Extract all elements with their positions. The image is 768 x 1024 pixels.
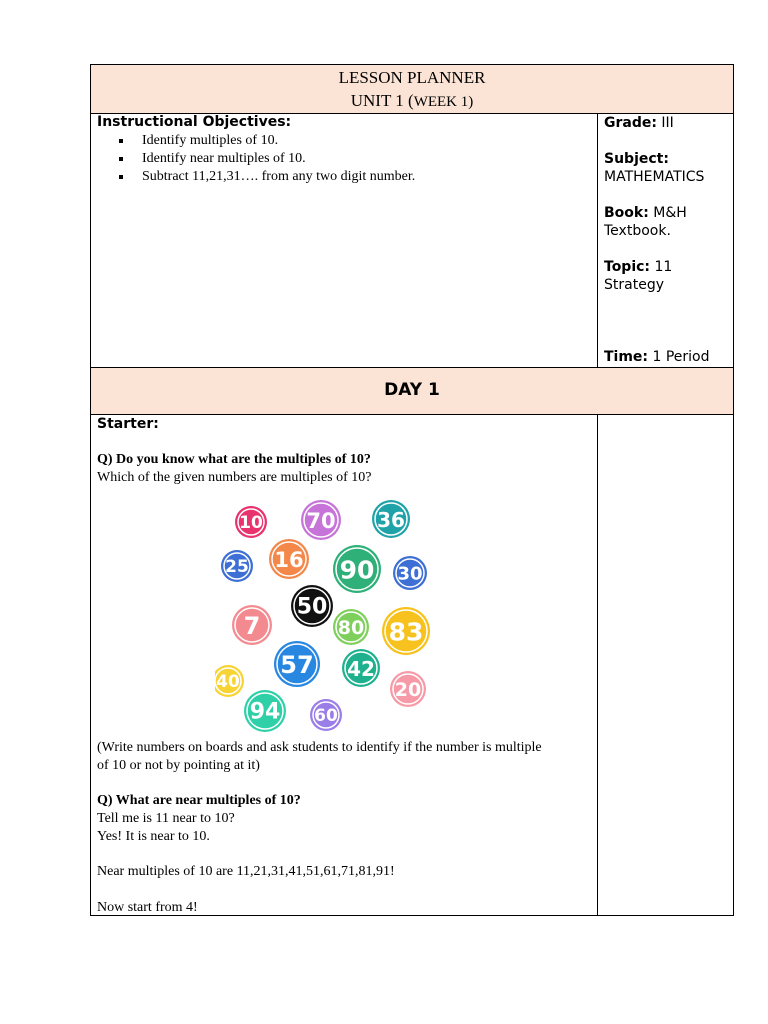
number-circle-label: 57	[280, 651, 314, 679]
number-circle-label: 20	[394, 679, 422, 701]
book-info: Book: M&H Textbook.	[604, 205, 687, 239]
number-circle-label: 90	[339, 555, 375, 585]
number-circle-label: 40	[216, 672, 240, 692]
near-line-2: Yes! It is near to 10.	[97, 829, 210, 844]
number-circle-57	[274, 641, 320, 687]
number-circle-40	[215, 665, 244, 697]
day-heading-row	[91, 368, 733, 415]
number-circles-image	[215, 496, 441, 732]
number-circle-30	[393, 556, 427, 590]
number-circle-label: 10	[239, 513, 263, 533]
objective-item: Subtract 11,21,31…. from any two digit number.	[119, 168, 415, 186]
number-circle-90	[333, 545, 381, 593]
starter-row	[91, 415, 733, 915]
number-circle-label: 7	[243, 612, 261, 640]
near-line-3: Near multiples of 10 are 11,21,31,41,51,61,71,81,91!	[97, 864, 395, 879]
number-circle-label: 70	[306, 509, 336, 533]
planner-header	[91, 65, 733, 114]
number-circles-graphic	[215, 496, 441, 732]
number-circle-label: 60	[314, 706, 338, 726]
number-circle-80	[333, 609, 369, 645]
topic-info: Topic: 11 Strategy	[604, 259, 673, 293]
number-circle-label: 25	[225, 557, 249, 577]
number-circle-label: 16	[274, 548, 304, 572]
number-circle-36	[372, 500, 410, 538]
objectives-heading: Instructional Objectives:	[97, 114, 292, 130]
objective-item: Identify near multiples of 10.	[119, 150, 415, 168]
grade-info: Grade: III	[604, 115, 674, 131]
number-circle-label: 94	[249, 699, 281, 725]
info-cell	[598, 114, 733, 367]
number-circle-label: 42	[347, 657, 375, 681]
number-circle-70	[301, 500, 341, 540]
near-line-4: Now start from 4!	[97, 900, 198, 915]
number-circle-83	[382, 607, 430, 655]
number-circle-label: 83	[388, 617, 424, 647]
board-note-line1: (Write numbers on boards and ask students to identify if the number is multiple	[97, 740, 542, 755]
subject-info: Subject: MATHEMATICS	[604, 151, 705, 185]
starter-heading: Starter:	[97, 416, 159, 432]
question-multiples-sub: Which of the given numbers are multiples of 10?	[97, 470, 372, 485]
number-circle-label: 50	[296, 594, 328, 620]
question-multiples: Q) Do you know what are the multiples of 10?	[97, 452, 371, 467]
objective-item: Identify multiples of 10.	[119, 132, 415, 150]
number-circle-50	[291, 585, 333, 627]
number-circle-60	[310, 699, 342, 731]
day-title: DAY 1	[384, 380, 440, 400]
number-circle-label: 80	[337, 617, 365, 639]
objectives-cell	[91, 114, 598, 367]
objectives-list	[119, 132, 415, 186]
number-circle-10	[235, 506, 267, 538]
lesson-planner-table	[90, 64, 734, 916]
starter-cell	[91, 415, 598, 915]
number-circle-94	[244, 690, 286, 732]
planner-title: LESSON PLANNER	[338, 68, 486, 87]
time-info: Time: 1 Period	[604, 349, 710, 365]
board-note-line2: of 10 or not by pointing at it)	[97, 758, 260, 773]
objectives-row	[91, 114, 733, 368]
near-line-1: Tell me is 11 near to 10?	[97, 811, 235, 826]
starter-right-cell	[598, 415, 733, 915]
question-near-multiples: Q) What are near multiples of 10?	[97, 793, 301, 808]
number-circle-16	[269, 539, 309, 579]
number-circle-42	[342, 649, 380, 687]
number-circle-20	[390, 671, 426, 707]
number-circle-label: 30	[397, 563, 423, 585]
number-circle-7	[232, 605, 272, 645]
number-circle-25	[221, 550, 253, 582]
unit-week-title: UNIT 1 (WEEK 1)	[350, 91, 474, 110]
number-circle-label: 36	[377, 508, 405, 532]
